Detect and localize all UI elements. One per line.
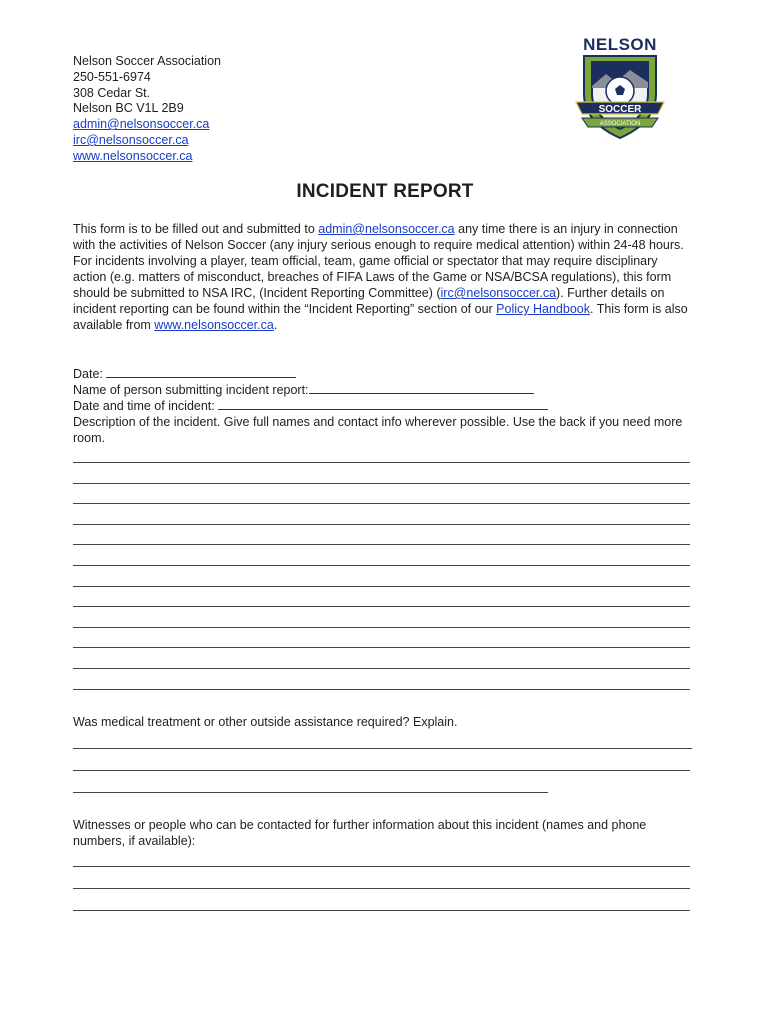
logo-top-text: NELSON: [583, 35, 657, 54]
answer-line[interactable]: [73, 524, 690, 525]
answer-line[interactable]: [73, 792, 548, 793]
intro-text-2: any time there is an injury in connection with the activities of Nelson Soccer (any injury serious enough to require medical attention) within 24-48 hours. For incidents involving a player, team official, team, game official or spectator that may require disciplinary action (e.g. matters of misconduct, breaches of FIFA Laws of the Game or NSA/BCSA regulations), this form should be submitted to NSA IRC, (Incident Reporting Committee) (: [73, 222, 684, 300]
answer-line[interactable]: [73, 586, 690, 587]
phone-number: 250-551-6974: [73, 69, 151, 84]
answer-line[interactable]: [73, 668, 690, 669]
logo-ribbon-text: SOCCER: [598, 104, 642, 115]
city-address: Nelson BC V1L 2B9: [73, 101, 184, 116]
answer-line[interactable]: [73, 647, 690, 648]
answer-line[interactable]: [73, 627, 690, 628]
logo-bottom-text: ASSOCIATION: [599, 121, 641, 127]
policy-handbook-link[interactable]: Policy Handbook: [496, 302, 590, 316]
witness-lines[interactable]: [73, 866, 690, 911]
submitter-label: Name of person submitting incident report:: [73, 383, 309, 397]
answer-line[interactable]: [73, 866, 690, 867]
description-label: Description of the incident. Give full names and contact info wherever possible. Use the back if you need more room.: [73, 415, 683, 445]
answer-line[interactable]: [73, 503, 690, 504]
contact-block: [73, 54, 221, 165]
intro-paragraph: [73, 221, 693, 333]
medical-question: Was medical treatment or other outside assistance required? Explain.: [73, 715, 458, 729]
description-lines[interactable]: [73, 462, 690, 690]
admin-email-link[interactable]: admin@nelsonsoccer.ca: [73, 117, 210, 132]
irc-email-link[interactable]: irc@nelsonsoccer.ca: [73, 132, 189, 147]
intro-irc-email-link[interactable]: irc@nelsonsoccer.ca: [440, 286, 557, 300]
page-title: INCIDENT REPORT: [296, 181, 474, 202]
witness-question: Witnesses or people who can be contacted for further information about this incident (names and phone numbers, if available):: [73, 818, 647, 848]
answer-line[interactable]: [73, 689, 690, 690]
date-label: Date:: [73, 367, 107, 381]
intro-text-4: . This form is also available from: [73, 302, 688, 332]
answer-line[interactable]: [73, 770, 690, 771]
nelson-soccer-logo: [570, 30, 670, 145]
intro-text-5: .: [273, 318, 278, 332]
answer-line[interactable]: [73, 544, 690, 545]
intro-text-1: This form is to be filled out and submitted to: [73, 222, 319, 236]
answer-line[interactable]: [73, 565, 690, 566]
answer-line[interactable]: [73, 462, 690, 463]
answer-line[interactable]: [73, 483, 690, 484]
answer-line[interactable]: [73, 910, 690, 911]
datetime-blank[interactable]: [218, 398, 548, 410]
submitter-blank[interactable]: [309, 382, 534, 394]
form-fields: [73, 366, 693, 446]
datetime-label: Date and time of incident:: [73, 399, 219, 413]
intro-website-link[interactable]: www.nelsonsoccer.ca: [154, 318, 274, 332]
org-name: Nelson Soccer Association: [73, 54, 221, 68]
date-blank[interactable]: [106, 366, 296, 378]
street-address: 308 Cedar St.: [73, 85, 151, 100]
answer-line[interactable]: [73, 888, 690, 889]
intro-text-3: ). Further details on incident reporting can be found within the “Incident Reporting” section of our: [73, 286, 665, 316]
answer-line[interactable]: [73, 606, 690, 607]
intro-admin-email-link[interactable]: admin@nelsonsoccer.ca: [318, 222, 455, 236]
website-link[interactable]: www.nelsonsoccer.ca: [73, 148, 193, 163]
medical-lines[interactable]: [73, 748, 690, 793]
answer-line[interactable]: [73, 748, 692, 749]
